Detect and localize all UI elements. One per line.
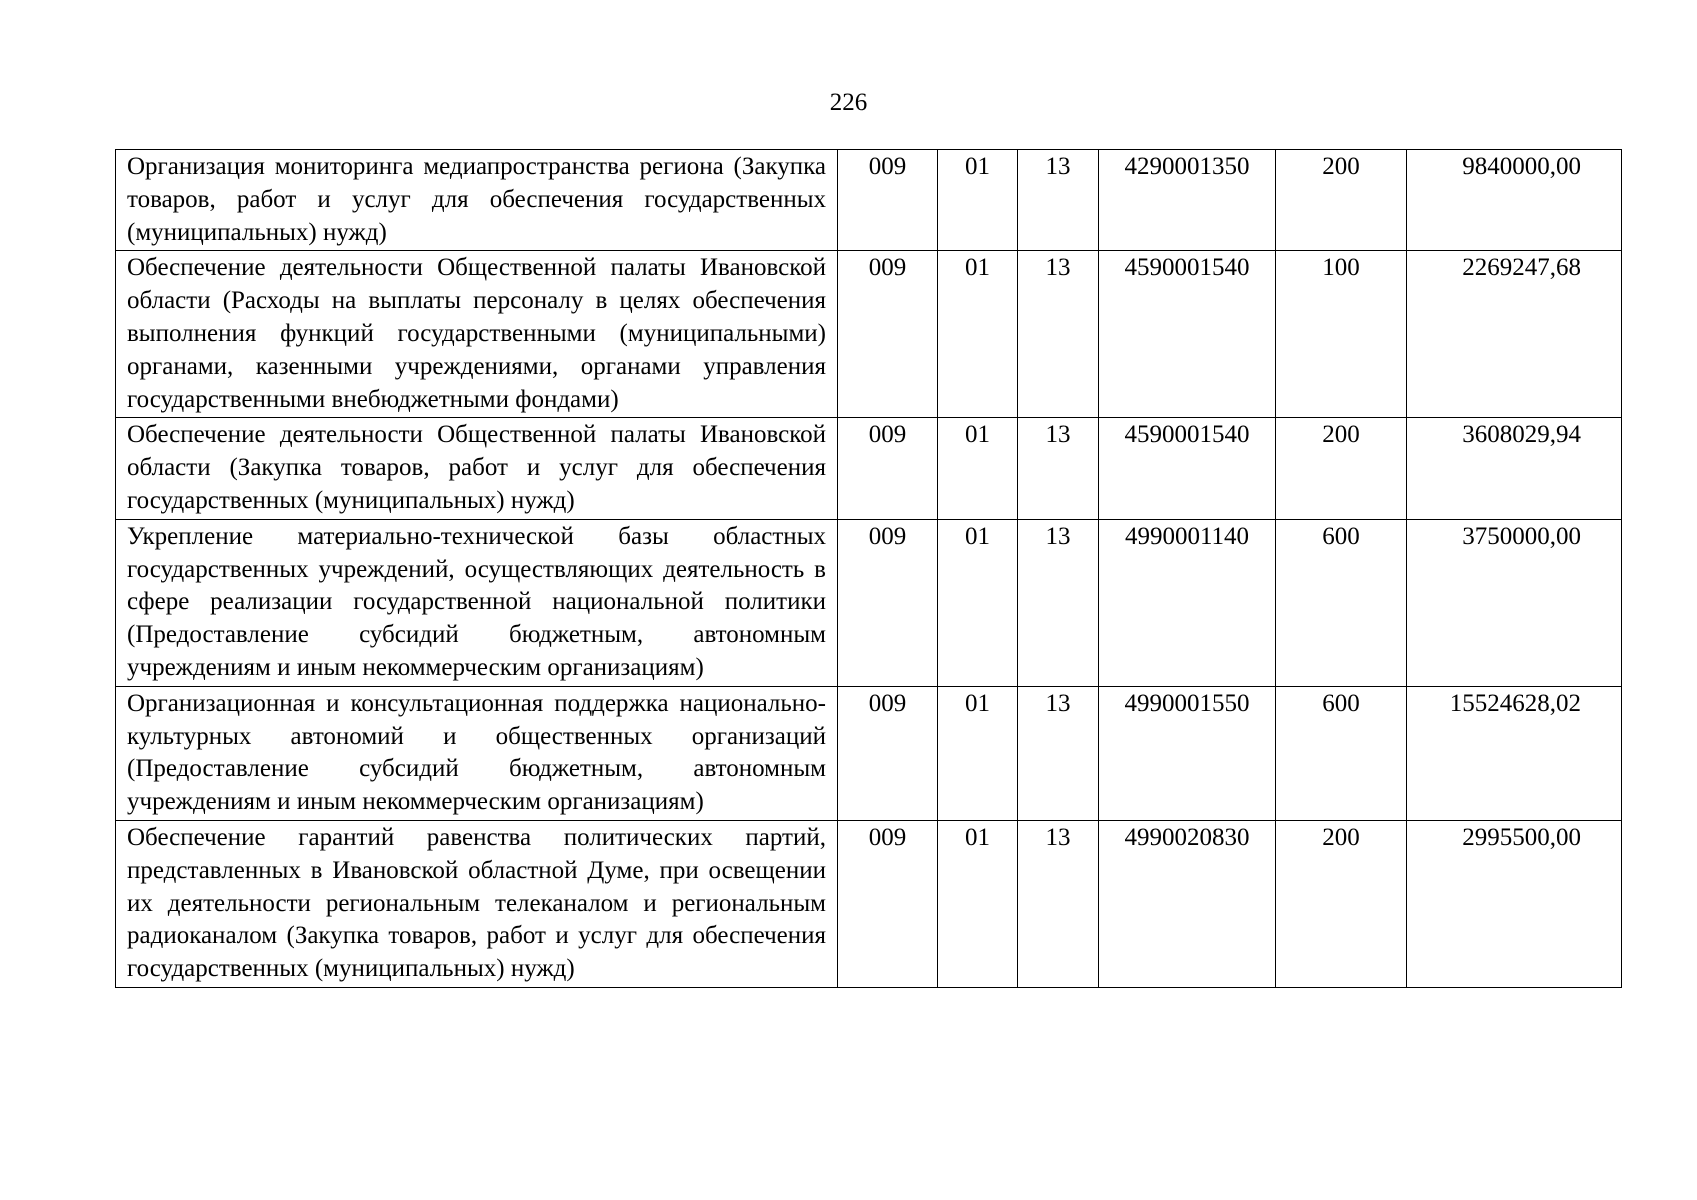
row-subsection-code: 13 [1018,519,1099,686]
row-amount: 9840000,00 [1407,150,1622,251]
row-description: Обеспечение деятельности Общественной палаты Ивановской области (Закупка товаров, работ и услуг для обеспечения государственных (муниципальных) нужд) [116,418,838,519]
row-section-code: 01 [938,150,1018,251]
row-subsection-code: 13 [1018,150,1099,251]
row-expense-type: 200 [1276,418,1407,519]
row-ministry-code: 009 [838,820,938,987]
row-description: Укрепление материально-технической базы областных государственных учреждений, осуществляющих деятельность в сфере реализации государственной национальной политики (Предоставление субсидий бюджетным, автономным учреждениям и иным некоммерческим организациям) [116,519,838,686]
row-expense-type: 600 [1276,686,1407,820]
row-ministry-code: 009 [838,686,938,820]
row-description: Обеспечение деятельности Общественной палаты Ивановской области (Расходы на выплаты персоналу в целях обеспечения выполнения функций государственными (муниципальными) органами, казенными учреждениями, органами управления государственными внебюджетными фондами) [116,251,838,418]
row-subsection-code: 13 [1018,686,1099,820]
row-ministry-code: 009 [838,519,938,686]
row-amount: 3608029,94 [1407,418,1622,519]
table-row [116,519,1622,686]
row-section-code: 01 [938,519,1018,686]
row-section-code: 01 [938,686,1018,820]
row-amount: 2269247,68 [1407,251,1622,418]
row-ministry-code: 009 [838,251,938,418]
row-description: Организационная и консультационная поддержка национально-культурных автономий и общественных организаций (Предоставление субсидий бюджетным, автономным учреждениям и иным некоммерческим организациям) [116,686,838,820]
row-expense-type: 100 [1276,251,1407,418]
row-ministry-code: 009 [838,150,938,251]
row-target-article: 4590001540 [1099,251,1276,418]
table-row [116,686,1622,820]
row-description: Организация мониторинга медиапространства региона (Закупка товаров, работ и услуг для обеспечения государственных (муниципальных) нужд) [116,150,838,251]
row-ministry-code: 009 [838,418,938,519]
row-subsection-code: 13 [1018,418,1099,519]
row-subsection-code: 13 [1018,251,1099,418]
row-target-article: 4990001140 [1099,519,1276,686]
row-expense-type: 200 [1276,150,1407,251]
row-expense-type: 600 [1276,519,1407,686]
row-target-article: 4290001350 [1099,150,1276,251]
row-description: Обеспечение гарантий равенства политических партий, представленных в Ивановской областной Думе, при освещении их деятельности региональным телеканалом и региональным радиоканалом (Закупка товаров, работ и услуг для обеспечения государственных (муниципальных) нужд) [116,820,838,987]
table-row [116,150,1622,251]
row-target-article: 4990020830 [1099,820,1276,987]
table-row [116,251,1622,418]
row-subsection-code: 13 [1018,820,1099,987]
table-row [116,418,1622,519]
row-amount: 2995500,00 [1407,820,1622,987]
row-expense-type: 200 [1276,820,1407,987]
row-target-article: 4990001550 [1099,686,1276,820]
row-section-code: 01 [938,418,1018,519]
row-section-code: 01 [938,820,1018,987]
budget-table [115,149,1622,988]
row-amount: 15524628,02 [1407,686,1622,820]
table-row [116,820,1622,987]
row-target-article: 4590001540 [1099,418,1276,519]
page-number: 226 [829,89,868,116]
row-amount: 3750000,00 [1407,519,1622,686]
row-section-code: 01 [938,251,1018,418]
